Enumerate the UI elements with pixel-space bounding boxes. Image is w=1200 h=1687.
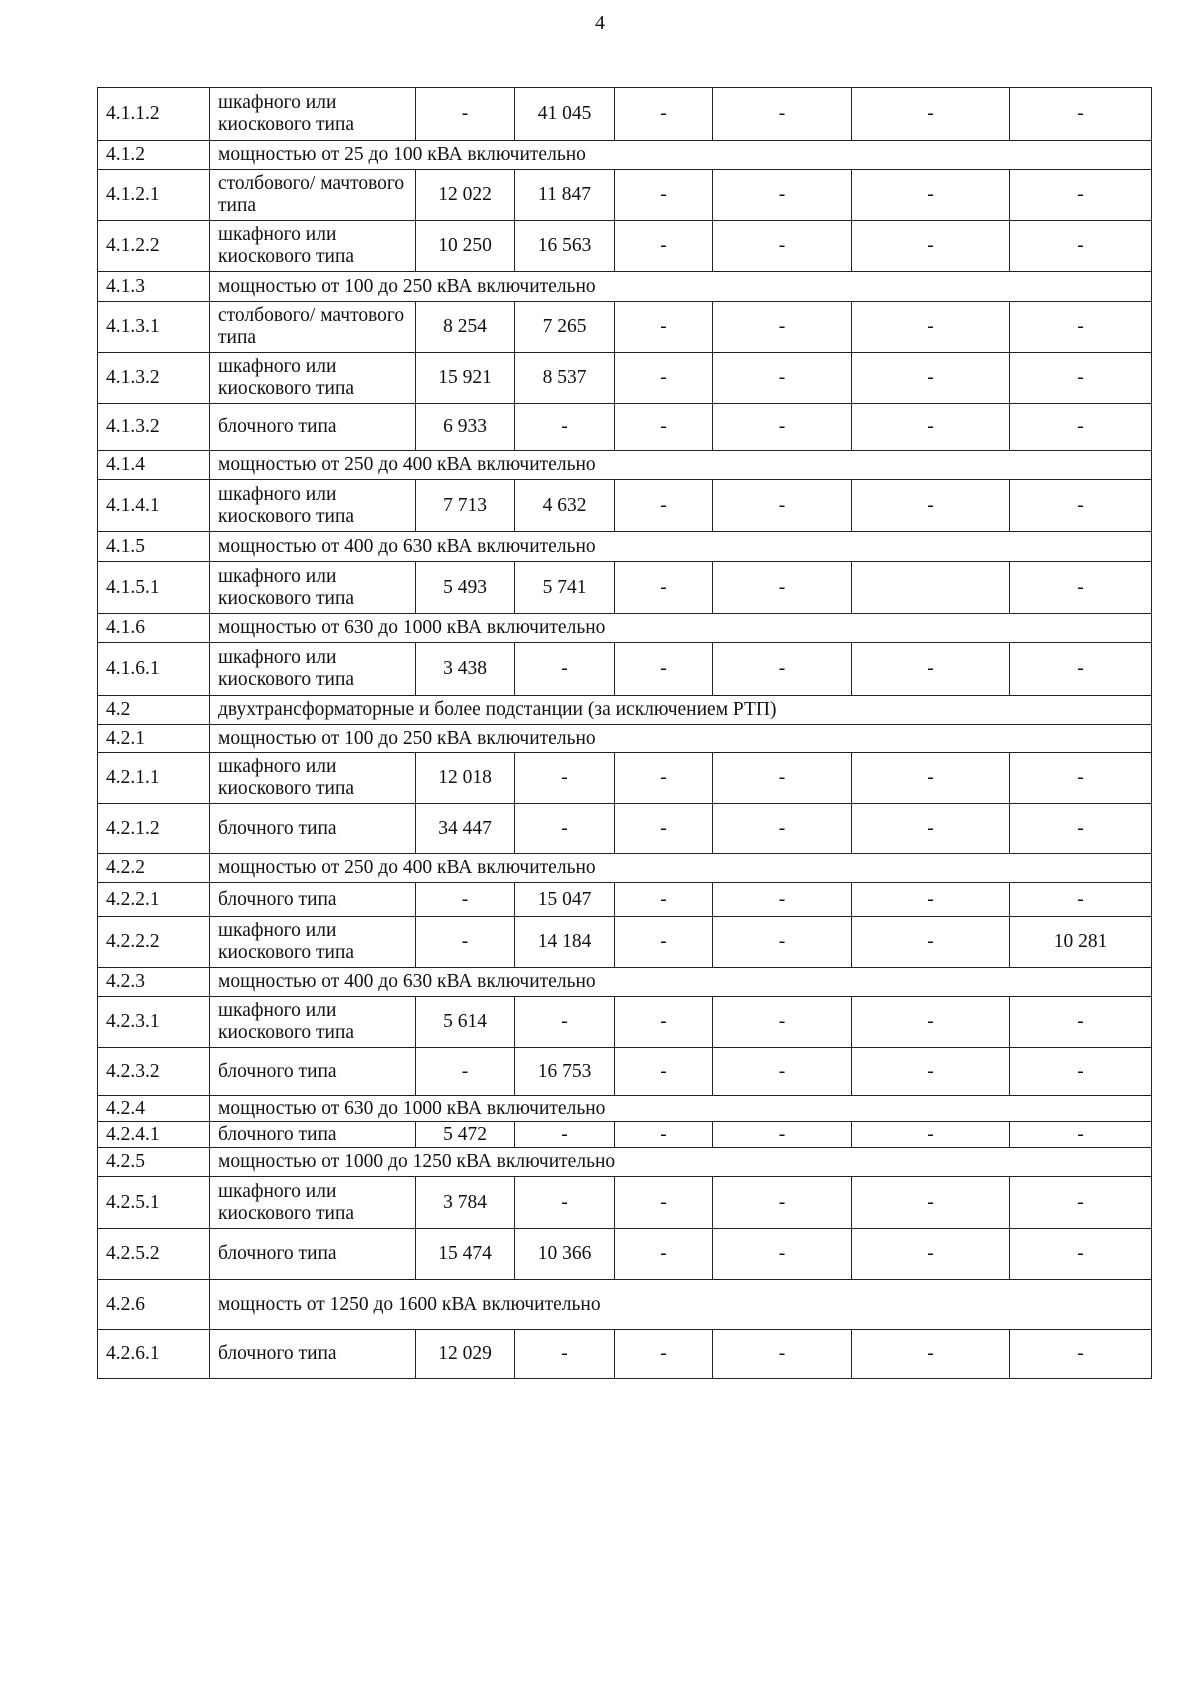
value-cell: 14 184	[515, 917, 615, 968]
value-cell: -	[1010, 221, 1152, 272]
value-cell: -	[615, 302, 713, 353]
section-row	[98, 1280, 1152, 1330]
value-cell: 5 741	[515, 562, 615, 614]
value-cell: -	[713, 643, 852, 696]
value-cell: -	[852, 1330, 1010, 1379]
section-title: мощностью от 250 до 400 кВА включительно	[210, 854, 1152, 883]
row-code: 4.1.3.2	[98, 353, 210, 404]
row-code: 4.2.6.1	[98, 1330, 210, 1379]
row-code: 4.2.1	[98, 725, 210, 753]
item-name: шкафного или киоскового типа	[210, 562, 416, 614]
value-cell: 16 753	[515, 1048, 615, 1096]
row-code: 4.2.4	[98, 1096, 210, 1122]
value-cell: 5 472	[416, 1122, 515, 1148]
value-cell: -	[615, 562, 713, 614]
item-name: шкафного или киоскового типа	[210, 917, 416, 968]
value-cell: -	[852, 997, 1010, 1048]
item-name: блочного типа	[210, 883, 416, 917]
value-cell: -	[713, 480, 852, 532]
table-row	[98, 804, 1152, 854]
value-cell: 10 281	[1010, 917, 1152, 968]
value-cell: -	[1010, 1330, 1152, 1379]
value-cell: 6 933	[416, 404, 515, 451]
value-cell: -	[852, 404, 1010, 451]
value-cell: -	[515, 404, 615, 451]
value-cell: -	[713, 353, 852, 404]
value-cell: -	[1010, 997, 1152, 1048]
row-code: 4.2.1.1	[98, 753, 210, 804]
value-cell: -	[1010, 1122, 1152, 1148]
item-name: шкафного или киоскового типа	[210, 997, 416, 1048]
value-cell: -	[852, 804, 1010, 854]
value-cell: 12 029	[416, 1330, 515, 1379]
value-cell: -	[615, 1229, 713, 1280]
cost-table	[97, 87, 1152, 1379]
value-cell: 8 254	[416, 302, 515, 353]
row-code: 4.1.3.1	[98, 302, 210, 353]
value-cell: 41 045	[515, 88, 615, 141]
value-cell: -	[1010, 404, 1152, 451]
section-title: мощностью от 400 до 630 кВА включительно	[210, 968, 1152, 997]
section-row	[98, 696, 1152, 725]
value-cell: 10 250	[416, 221, 515, 272]
value-cell: 12 022	[416, 170, 515, 221]
section-row	[98, 1148, 1152, 1177]
section-row	[98, 451, 1152, 480]
section-title: мощностью от 630 до 1000 кВА включительно	[210, 614, 1152, 643]
row-code: 4.1.2	[98, 141, 210, 170]
value-cell: 3 784	[416, 1177, 515, 1229]
section-row	[98, 141, 1152, 170]
value-cell: -	[615, 883, 713, 917]
table-row	[98, 302, 1152, 353]
value-cell: 12 018	[416, 753, 515, 804]
value-cell: -	[713, 170, 852, 221]
item-name: шкафного или киоскового типа	[210, 480, 416, 532]
row-code: 4.2.3	[98, 968, 210, 997]
value-cell: -	[615, 88, 713, 141]
table-row	[98, 1229, 1152, 1280]
value-cell: -	[1010, 88, 1152, 141]
item-name: шкафного или киоскового типа	[210, 643, 416, 696]
item-name: шкафного или киоскового типа	[210, 353, 416, 404]
value-cell: -	[615, 1177, 713, 1229]
value-cell: -	[615, 480, 713, 532]
row-code: 4.2.5.2	[98, 1229, 210, 1280]
value-cell: -	[416, 1048, 515, 1096]
row-code: 4.2.2	[98, 854, 210, 883]
row-code: 4.2.3.1	[98, 997, 210, 1048]
value-cell: -	[852, 643, 1010, 696]
value-cell	[852, 562, 1010, 614]
table-row	[98, 1177, 1152, 1229]
value-cell: -	[515, 997, 615, 1048]
value-cell: 15 474	[416, 1229, 515, 1280]
value-cell: -	[713, 562, 852, 614]
value-cell: -	[515, 753, 615, 804]
value-cell: -	[852, 917, 1010, 968]
value-cell: -	[852, 1122, 1010, 1148]
value-cell: 5 614	[416, 997, 515, 1048]
value-cell: -	[1010, 1229, 1152, 1280]
value-cell: -	[515, 1177, 615, 1229]
row-code: 4.1.6.1	[98, 643, 210, 696]
value-cell: 15 047	[515, 883, 615, 917]
table-row	[98, 883, 1152, 917]
section-title: мощностью от 100 до 250 кВА включительно	[210, 725, 1152, 753]
row-code: 4.1.6	[98, 614, 210, 643]
value-cell: -	[615, 1330, 713, 1379]
page-number: 4	[595, 12, 605, 34]
value-cell: -	[852, 883, 1010, 917]
section-title: мощностью от 630 до 1000 кВА включительно	[210, 1096, 1152, 1122]
value-cell: -	[615, 917, 713, 968]
section-title: двухтрансформаторные и более подстанции (за исключением РТП)	[210, 696, 1152, 725]
table-row	[98, 88, 1152, 141]
value-cell: 16 563	[515, 221, 615, 272]
value-cell: -	[713, 997, 852, 1048]
item-name: шкафного или киоскового типа	[210, 221, 416, 272]
value-cell: 34 447	[416, 804, 515, 854]
value-cell: -	[1010, 643, 1152, 696]
item-name: шкафного или киоскового типа	[210, 1177, 416, 1229]
table-row	[98, 480, 1152, 532]
row-code: 4.2.6	[98, 1280, 210, 1330]
value-cell: -	[515, 1330, 615, 1379]
value-cell: -	[852, 170, 1010, 221]
value-cell: 10 366	[515, 1229, 615, 1280]
value-cell: -	[713, 221, 852, 272]
value-cell: -	[615, 353, 713, 404]
section-row	[98, 1096, 1152, 1122]
value-cell: -	[1010, 170, 1152, 221]
value-cell: -	[615, 1048, 713, 1096]
value-cell: -	[615, 643, 713, 696]
value-cell: 11 847	[515, 170, 615, 221]
value-cell: 7 713	[416, 480, 515, 532]
table-row	[98, 170, 1152, 221]
row-code: 4.2.3.2	[98, 1048, 210, 1096]
row-code: 4.2.2.2	[98, 917, 210, 968]
value-cell: -	[852, 302, 1010, 353]
row-code: 4.1.5.1	[98, 562, 210, 614]
value-cell: -	[515, 1122, 615, 1148]
value-cell: -	[1010, 753, 1152, 804]
section-row	[98, 614, 1152, 643]
table-row	[98, 1330, 1152, 1379]
section-row	[98, 272, 1152, 302]
value-cell: -	[852, 88, 1010, 141]
table-row	[98, 997, 1152, 1048]
value-cell: -	[615, 221, 713, 272]
row-code: 4.1.3.2	[98, 404, 210, 451]
value-cell: -	[615, 1122, 713, 1148]
value-cell: -	[852, 221, 1010, 272]
table-row	[98, 353, 1152, 404]
row-code: 4.2	[98, 696, 210, 725]
value-cell: -	[615, 170, 713, 221]
row-code: 4.2.5	[98, 1148, 210, 1177]
value-cell: -	[615, 753, 713, 804]
row-code: 4.2.5.1	[98, 1177, 210, 1229]
value-cell: -	[852, 753, 1010, 804]
table-row	[98, 1122, 1152, 1148]
table-row	[98, 404, 1152, 451]
value-cell: -	[713, 1177, 852, 1229]
section-title: мощностью от 1000 до 1250 кВА включительно	[210, 1148, 1152, 1177]
value-cell: -	[852, 353, 1010, 404]
value-cell: -	[1010, 302, 1152, 353]
row-code: 4.1.1.2	[98, 88, 210, 141]
table-row	[98, 643, 1152, 696]
item-name: блочного типа	[210, 1048, 416, 1096]
value-cell: -	[852, 1177, 1010, 1229]
row-code: 4.1.2.1	[98, 170, 210, 221]
value-cell: -	[515, 643, 615, 696]
value-cell: -	[852, 1048, 1010, 1096]
value-cell: -	[713, 753, 852, 804]
table-body	[98, 88, 1152, 1379]
item-name: блочного типа	[210, 404, 416, 451]
item-name: блочного типа	[210, 804, 416, 854]
row-code: 4.2.1.2	[98, 804, 210, 854]
row-code: 4.2.2.1	[98, 883, 210, 917]
item-name: столбового/ мачтового типа	[210, 170, 416, 221]
value-cell: -	[615, 804, 713, 854]
value-cell: -	[713, 883, 852, 917]
section-row	[98, 532, 1152, 562]
value-cell: 15 921	[416, 353, 515, 404]
section-title: мощностью от 100 до 250 кВА включительно	[210, 272, 1152, 302]
row-code: 4.2.4.1	[98, 1122, 210, 1148]
value-cell: -	[713, 1048, 852, 1096]
row-code: 4.1.2.2	[98, 221, 210, 272]
item-name: блочного типа	[210, 1122, 416, 1148]
table-row	[98, 917, 1152, 968]
value-cell: -	[713, 917, 852, 968]
section-title: мощностью от 250 до 400 кВА включительно	[210, 451, 1152, 480]
row-code: 4.1.5	[98, 532, 210, 562]
row-code: 4.1.3	[98, 272, 210, 302]
value-cell: -	[615, 997, 713, 1048]
value-cell: -	[852, 1229, 1010, 1280]
value-cell: -	[1010, 353, 1152, 404]
value-cell: -	[1010, 480, 1152, 532]
item-name: столбового/ мачтового типа	[210, 302, 416, 353]
item-name: блочного типа	[210, 1330, 416, 1379]
value-cell: -	[615, 404, 713, 451]
value-cell: -	[416, 917, 515, 968]
value-cell: 5 493	[416, 562, 515, 614]
value-cell: -	[1010, 883, 1152, 917]
value-cell: -	[416, 88, 515, 141]
table-row	[98, 562, 1152, 614]
value-cell: -	[713, 1229, 852, 1280]
section-row	[98, 725, 1152, 753]
table-row	[98, 1048, 1152, 1096]
section-row	[98, 968, 1152, 997]
row-code: 4.1.4	[98, 451, 210, 480]
value-cell: -	[713, 1330, 852, 1379]
value-cell: -	[416, 883, 515, 917]
value-cell: -	[713, 404, 852, 451]
section-title: мощностью от 400 до 630 кВА включительно	[210, 532, 1152, 562]
value-cell: -	[713, 804, 852, 854]
item-name: шкафного или киоскового типа	[210, 88, 416, 141]
value-cell: -	[852, 480, 1010, 532]
section-title: мощностью от 25 до 100 кВА включительно	[210, 141, 1152, 170]
value-cell: -	[1010, 562, 1152, 614]
value-cell: -	[713, 302, 852, 353]
value-cell: -	[515, 804, 615, 854]
section-title: мощность от 1250 до 1600 кВА включительно	[210, 1280, 1152, 1330]
item-name: блочного типа	[210, 1229, 416, 1280]
value-cell: -	[1010, 1048, 1152, 1096]
value-cell: -	[713, 88, 852, 141]
value-cell: 7 265	[515, 302, 615, 353]
item-name: шкафного или киоскового типа	[210, 753, 416, 804]
section-row	[98, 854, 1152, 883]
table-row	[98, 753, 1152, 804]
value-cell: 4 632	[515, 480, 615, 532]
value-cell: -	[713, 1122, 852, 1148]
value-cell: 8 537	[515, 353, 615, 404]
value-cell: 3 438	[416, 643, 515, 696]
value-cell: -	[1010, 804, 1152, 854]
value-cell: -	[1010, 1177, 1152, 1229]
table-row	[98, 221, 1152, 272]
row-code: 4.1.4.1	[98, 480, 210, 532]
